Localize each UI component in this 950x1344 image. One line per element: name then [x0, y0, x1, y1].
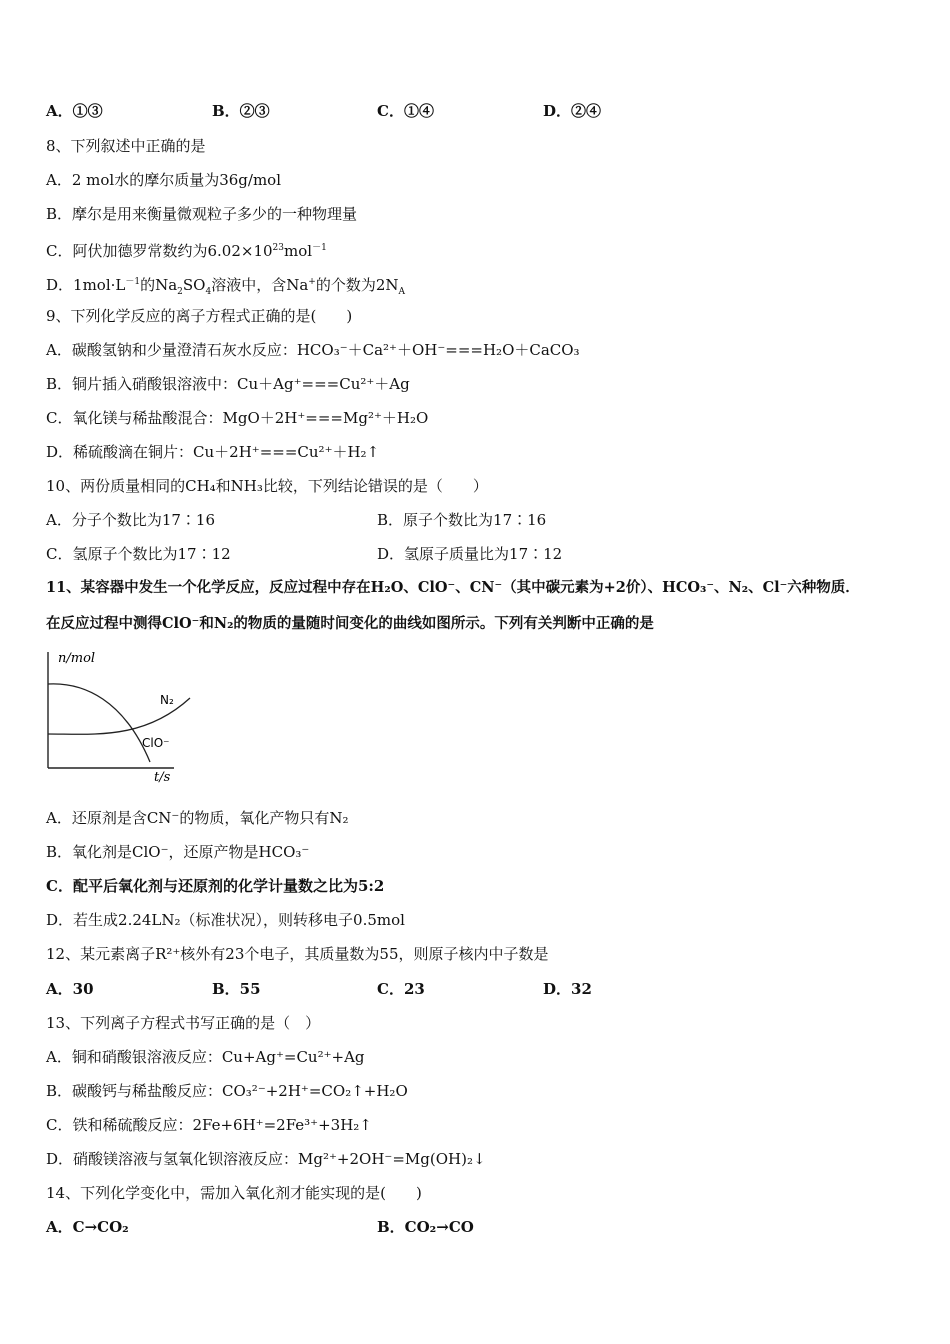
q9-stem: 9、下列化学反应的离子方程式正确的是( ): [46, 307, 353, 325]
q8-c-unit: mol: [284, 242, 313, 260]
q11-option-d[interactable]: D．若生成2.24LN₂（标准状况），则转移电子0.5mol: [46, 911, 405, 929]
q8-d-text3: SO: [182, 276, 206, 294]
q9-option-d[interactable]: D．稀硫酸滴在铜片：Cu＋2H⁺===Cu²⁺＋H₂↑: [46, 443, 380, 461]
q8-d-text5: 的个数为2N: [315, 276, 399, 294]
graph-x-label: t/s: [154, 770, 171, 784]
q8-d-text4: 溶液中，含Na: [211, 276, 309, 294]
q11-stem-line2: 在反应过程中测得ClO⁻和N₂的物质的量随时间变化的曲线如图所示。下列有关判断中正确的是: [46, 615, 654, 632]
q12-option-b[interactable]: B．55: [212, 980, 261, 998]
q7-option-a[interactable]: A．①③: [46, 102, 103, 120]
q11-graph: [44, 644, 196, 784]
q13-option-b[interactable]: B．碳酸钙与稀盐酸反应：CO₃²⁻+2H⁺=CO₂↑+H₂O: [46, 1082, 408, 1100]
q10-option-b[interactable]: B．原子个数比为17∶16: [377, 511, 547, 529]
q7-option-b[interactable]: B．②③: [212, 102, 270, 120]
q12-option-d[interactable]: D．32: [543, 980, 592, 998]
q9-option-b[interactable]: B．铜片插入硝酸银溶液中：Cu＋Ag⁺===Cu²⁺＋Ag: [46, 375, 410, 393]
q8-stem: 8、下列叙述中正确的是: [46, 137, 206, 155]
q8-c-exponent: 23: [272, 243, 284, 253]
q9-option-a[interactable]: A．碳酸氢钠和少量澄清石灰水反应：HCO₃⁻＋Ca²⁺＋OH⁻===H₂O＋CaCO₃: [46, 341, 580, 359]
q7-option-c[interactable]: C．①④: [377, 102, 434, 120]
graph-y-label: n/mol: [58, 651, 96, 666]
q8-d-sub2: 4: [205, 287, 212, 297]
q10-option-c[interactable]: C．氢原子个数比为17∶12: [46, 545, 231, 563]
q8-d-sup2: +: [308, 277, 316, 287]
q8-d-sub3: A: [398, 287, 406, 297]
q10-stem: 10、两份质量相同的CH₄和NH₃比较，下列结论错误的是（ ）: [46, 477, 488, 495]
q13-option-c[interactable]: C．铁和稀硫酸反应：2Fe+6H⁺=2Fe³⁺+3H₂↑: [46, 1116, 372, 1134]
q11-stem-line1: 11、某容器中发生一个化学反应，反应过程中存在H₂O、ClO⁻、CN⁻（其中碳元素为+2价）、HCO₃⁻、N₂、Cl⁻六种物质．: [46, 579, 860, 596]
clo-curve: [48, 684, 150, 762]
q13-option-a[interactable]: A．铜和硝酸银溶液反应：Cu+Ag⁺=Cu²⁺+Ag: [46, 1048, 365, 1066]
q14-option-a[interactable]: A．C→CO₂: [46, 1218, 129, 1236]
q14-option-b[interactable]: B．CO₂→CO: [377, 1218, 474, 1236]
q11-option-b[interactable]: B．氧化剂是ClO⁻，还原产物是HCO₃⁻: [46, 843, 310, 861]
graph-clo-label: ClO⁻: [142, 736, 170, 750]
q7-option-d[interactable]: D．②④: [543, 102, 602, 120]
q8-d-text1: D．1mol·L: [46, 276, 126, 294]
q8-option-c[interactable]: [46, 238, 327, 261]
q12-stem: 12、某元素离子R²⁺核外有23个电子，其质量数为55，则原子核内中子数是: [46, 945, 549, 963]
q8-option-b[interactable]: B．摩尔是用来衡量微观粒子多少的一种物理量: [46, 205, 358, 223]
q12-option-c[interactable]: C．23: [377, 980, 425, 998]
q11-option-c[interactable]: C．配平后氧化剂与还原剂的化学计量数之比为5:2: [46, 877, 385, 895]
q11-option-a[interactable]: A．还原剂是含CN⁻的物质，氧化产物只有N₂: [46, 809, 349, 827]
q8-c-text: C．阿伏加德罗常数约为6.02×10: [46, 242, 273, 260]
q8-d-sup1: －1: [125, 277, 141, 287]
q8-d-sub1: 2: [177, 287, 183, 297]
q8-option-a[interactable]: A．2 mol水的摩尔质量为36g/mol: [46, 171, 281, 189]
q9-option-c[interactable]: C．氧化镁与稀盐酸混合：MgO＋2H⁺===Mg²⁺＋H₂O: [46, 409, 429, 427]
q8-option-d[interactable]: [46, 272, 405, 302]
q10-option-d[interactable]: D．氢原子质量比为17∶12: [377, 545, 563, 563]
q13-stem: 13、下列离子方程式书写正确的是（ ）: [46, 1014, 321, 1032]
q14-stem: 14、下列化学变化中，需加入氧化剂才能实现的是( ): [46, 1184, 422, 1202]
q13-option-d[interactable]: D．硝酸镁溶液与氢氧化钡溶液反应：Mg²⁺+2OH⁻=Mg(OH)₂↓: [46, 1150, 486, 1168]
graph-n2-label: N₂: [160, 693, 174, 707]
q8-c-unit-exponent: －1: [312, 243, 327, 253]
q10-option-a[interactable]: A．分子个数比为17∶16: [46, 511, 216, 529]
q12-option-a[interactable]: A．30: [46, 980, 94, 998]
q8-d-text2: 的Na: [140, 276, 178, 294]
